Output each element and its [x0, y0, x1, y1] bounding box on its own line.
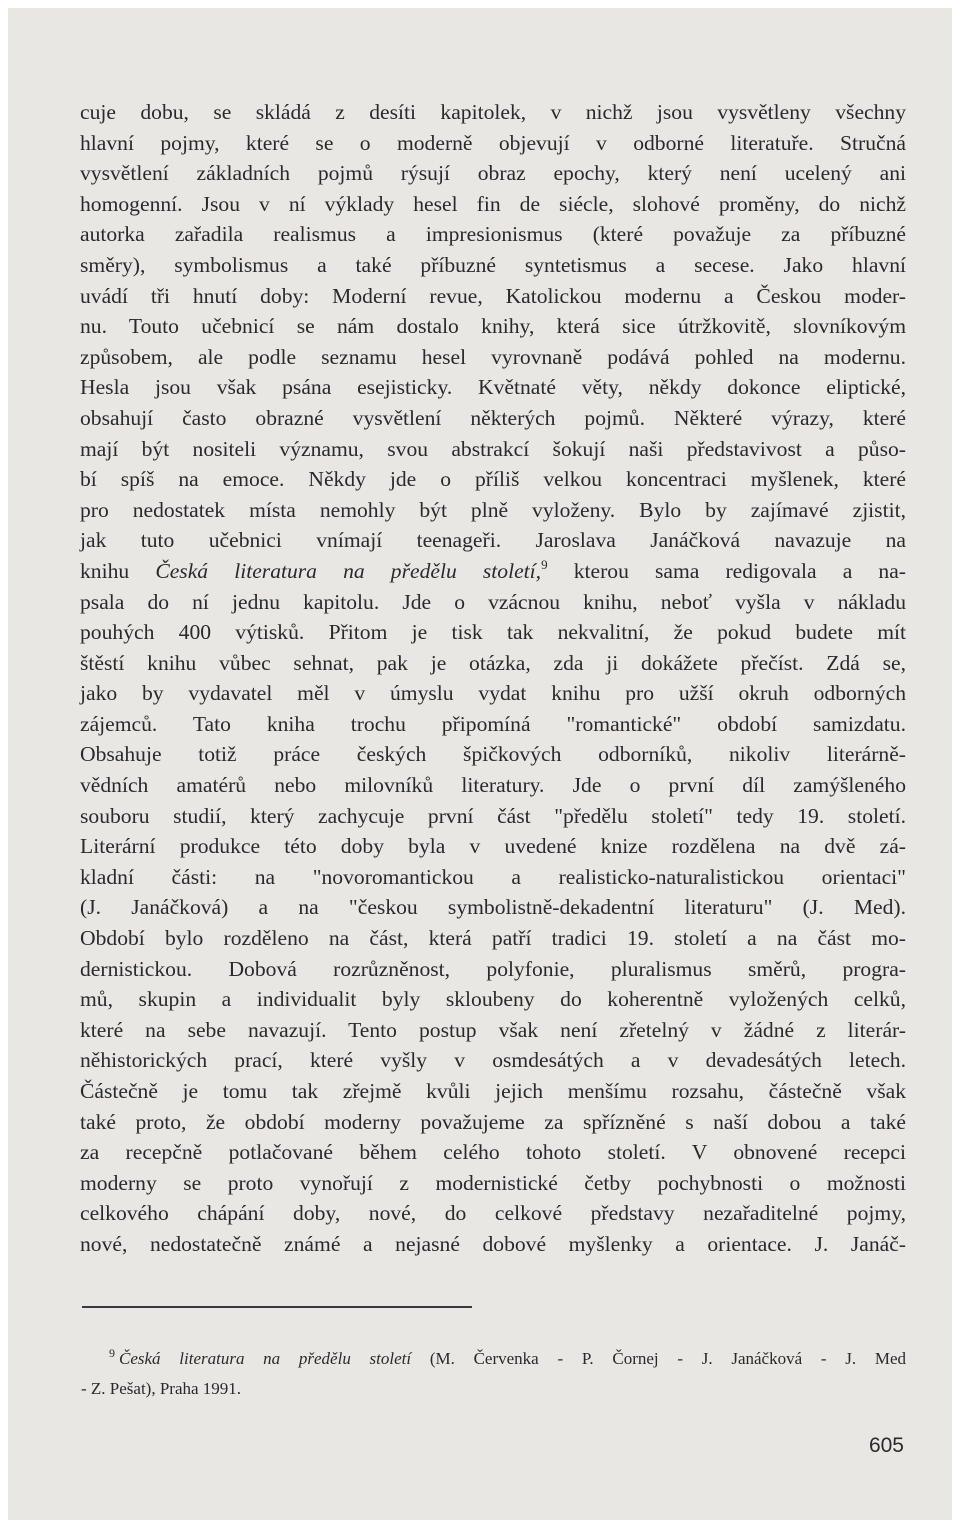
text-line: směry), symbolismus a také příbuzné syntetismus a secese. Jako hlavní: [80, 252, 906, 277]
text-line: zájemců. Tato kniha trochu připomíná "romantické" období samizdatu.: [80, 711, 906, 736]
footnote-book-title: Česká literatura na předělu století: [119, 1349, 412, 1368]
text-line-with-citation: [80, 556, 906, 587]
text-line: které na sebe navazují. Tento postup však není zřetelný v žádné z literár-: [80, 1017, 906, 1042]
text-line: také proto, že období moderny považujeme za spřízněné s naší dobou a také: [80, 1109, 906, 1134]
text-line: hlavní pojmy, které se o moderně objevují v odborné literatuře. Stručná: [80, 130, 906, 155]
text-line: dernistickou. Dobová rozrůzněnost, polyfonie, pluralismus směrů, progra-: [80, 956, 906, 981]
text-fragment: knihu: [80, 558, 156, 583]
text-line: kladní části: na "novoromantickou a realisticko-naturalistickou orientaci": [80, 864, 906, 889]
footnote-line: - Z. Pešat), Praha 1991.: [81, 1379, 242, 1398]
text-line: (J. Janáčková) a na "českou symbolistně-dekadentní literaturu" (J. Med).: [80, 895, 906, 920]
text-line: obsahují často obrazné vysvětlení některých pojmů. Některé výrazy, které: [80, 405, 906, 430]
text-line: celkového chápání doby, nové, do celkové představy nezařaditelné pojmy,: [80, 1201, 906, 1226]
text-line: mů, skupin a individualit byly skloubeny do koherentně vyložených celků,: [80, 987, 906, 1012]
text-line: jak tuto učebnici vnímají teenageři. Jaroslava Janáčková navazuje na: [80, 528, 906, 553]
text-line: pouhých 400 výtisků. Přitom je tisk tak nekvalitní, že pokud budete mít: [80, 620, 906, 645]
text-line: bí spíš na emoce. Někdy jde o příliš velkou koncentraci myšlenek, které: [80, 467, 906, 492]
book-title-italic: Česká literatura na předělu století,: [155, 558, 542, 583]
text-line: vědních amatérů nebo milovníků literatury. Jde o první díl zamýšleného: [80, 773, 906, 798]
text-line: souboru studií, který zachycuje první část "předělu století" tedy 19. století.: [80, 803, 906, 828]
text-line: Období bylo rozděleno na část, která patří tradici 19. století a na část mo-: [80, 926, 906, 951]
text-line: Obsahuje totiž práce českých špičkových odborníků, nikoliv literárně-: [80, 742, 906, 767]
text-line: pro nedostatek místa nemohly být plně vyloženy. Bylo by zajímavé zjistit,: [80, 497, 906, 522]
body-text: [80, 97, 906, 1260]
text-line: něhistorických prací, které vyšly v osmdesátých a v devadesátých letech.: [80, 1048, 906, 1073]
footnote-reference[interactable]: 9: [541, 556, 548, 572]
text-line: uvádí tři hnutí doby: Moderní revue, Katolickou modernu a Českou moder-: [80, 283, 906, 308]
text-line: způsobem, ale podle seznamu hesel vyrovnaně podává pohled na modernu.: [80, 344, 906, 369]
text-line: jako by vydavatel měl v úmyslu vydat knihu pro užší okruh odborných: [80, 681, 906, 706]
text-line: mají být nositeli významu, svou abstrakcí šokují naši představivost a půso-: [80, 436, 906, 461]
text-line: za recepčně potlačované během celého tohoto století. V obnovené recepci: [80, 1140, 906, 1165]
footnote-authors: (M. Červenka - P. Čornej - J. Janáčková - J. Med: [411, 1349, 906, 1368]
page-number: 605: [868, 1434, 904, 1457]
book-page: [8, 8, 952, 1520]
footnote: [81, 1344, 906, 1404]
text-line: vysvětlení základních pojmů rýsují obraz epochy, který není ucelený ani: [80, 161, 906, 186]
footnote-mark: 9: [109, 1346, 115, 1360]
text-line: psala do ní jednu kapitolu. Jde o vzácnou knihu, neboť vyšla v nákladu: [80, 589, 906, 614]
text-line: autorka zařadila realismus a impresionismus (které považuje za příbuzné: [80, 222, 906, 247]
text-line: štěstí knihu vůbec sehnat, pak je otázka, zda ji dokážete přečíst. Zdá se,: [80, 650, 906, 675]
text-line: Částečně je tomu tak zřejmě kvůli jejich menšímu rozsahu, částečně však: [80, 1079, 906, 1103]
text-fragment: kterou sama redigovala a na-: [547, 558, 906, 583]
footnote-line: [81, 1344, 906, 1374]
text-line: nové, nedostatečně známé a nejasné dobové myšlenky a orientace. J. Janáč-: [80, 1231, 906, 1256]
text-line: moderny se proto vynořují z modernistické četby pochybnosti o možnosti: [80, 1170, 906, 1195]
text-line: homogenní. Jsou v ní výklady hesel fin de siécle, slohové proměny, do nichž: [80, 191, 906, 216]
text-line: Hesla jsou však psána esejisticky. Květnaté věty, někdy dokonce eliptické,: [80, 375, 906, 400]
text-line: cuje dobu, se skládá z desíti kapitolek, v nichž jsou vysvětleny všechny: [80, 100, 906, 124]
footnote-separator: [82, 1306, 472, 1308]
text-line: nu. Touto učebnicí se nám dostalo knihy, která sice útržkovitě, slovníkovým: [80, 314, 906, 339]
text-line: Literární produkce této doby byla v uvedené knize rozdělena na dvě zá-: [80, 834, 906, 859]
